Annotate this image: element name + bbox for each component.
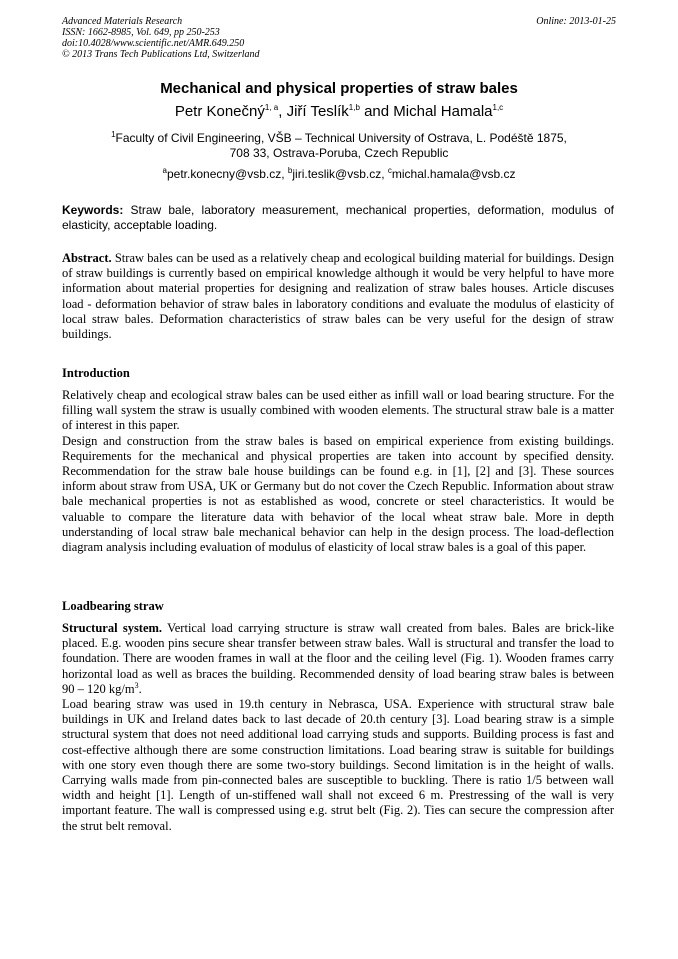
paragraph: Structural system. Vertical load carrying structure is straw wall created from bales. Bales are brick-like placed. E.g. wooden pins secure shear transfer between straw bales. Wall is structural and transfer the load to foundation. There are wooden frames in wall at the floor and the ceiling level (Fig. 1). Wooden frames carry horizontal load as well as braces the building. Recommended density of load bearing straw bales is between 90 – 120 $kg/m^3$. (62, 621, 614, 696)
email-sup: b (287, 166, 293, 175)
author-name: Jiří Teslík (286, 103, 349, 120)
author-separator: , (278, 103, 287, 120)
section-heading-loadbearing: Loadbearing straw (62, 599, 164, 613)
author-affil-sup: 1,b (348, 103, 360, 112)
keywords (62, 203, 614, 233)
journal-name: Advanced Materials Research (62, 16, 183, 27)
abstract (62, 251, 614, 342)
author-affil-sup: 1,c (492, 103, 504, 112)
unit-superscript: 3 (134, 680, 139, 690)
author-list (0, 103, 678, 121)
paragraph: Load bearing straw was used in 19.th century in Nebrasca, USA. Experience with structural straw bale buildings in UK and Ireland dates back to last decade of 20.th century [3]. Load bearing straw is a simple structural system that does not need additional load carrying studs and supports. Building process is fast and cost-effective although there are some construction limitations. Load bearing straw is suitable for buildings with one story even though there are some two-story buildings. Second limitation is in the height of walls. Carrying walls made from pin-connected bales are susceptible to buckling. There is ratio 1/5 between wall width and height [1]. Length of un-stiffened wall shall not exceed 6 m. Prestressing of the wall is very important feature. The wall is compressed using e.g. strut belt (Fig. 2). Ties can secure the compression after the strut belt removal. (62, 697, 614, 833)
subsection-label: Structural system. (62, 621, 163, 635)
paragraph: Relatively cheap and ecological straw bales can be used either as infill wall or load bearing structure. For the filling wall system the straw is usually combined with wooden elements. The structural straw bale is a matter of interest in this paper. (62, 388, 614, 433)
author-affil-sup: 1, a (264, 103, 279, 112)
affiliation-line-1: $^1$Faculty of Civil Engineering, VŠB – Technical University of Ostrava, L. Podéště 1875, (111, 130, 567, 145)
email-link[interactable]: michal.hamala@vsb.cz (391, 167, 516, 181)
abstract-label: Abstract. (62, 251, 112, 265)
paragraph: Design and construction from the straw bales is based on empirical experience from existing buildings. Requirements for the mechanical and physical properties are taken into account by specified density. Recommendation for the straw bale house buildings can be found e.g. in [1], [2] and [3]. These sources inform about straw from USA, UK or Germany but do not cover the Czech Republic. Information about straw bale mechanical properties is not as established as wood, concrete or steel characteristics. It would be valuable to compare the literature data with behavior of the local wheat straw bale. More in depth understanding of local straw bale mechanical behavior can help in the design process. The load-deflection diagram analysis including evaluation of modulus of elasticity of local straw bales is a goal of this paper. (62, 433, 614, 555)
section-heading-introduction: Introduction (62, 366, 130, 380)
email-sup: a (162, 166, 167, 175)
author-separator: and (359, 103, 394, 120)
author-name: Petr Konečný (174, 103, 265, 120)
author-emails (0, 167, 678, 182)
email-sup: c (387, 166, 392, 175)
email-link[interactable]: jiri.teslik@vsb.cz, (292, 167, 388, 181)
email-link[interactable]: petr.konecny@vsb.cz, (167, 167, 288, 181)
journal-header (62, 16, 260, 60)
abstract-text: Straw bales can be used as a relatively cheap and ecological building material for buildings. Design of straw buildings is currently based on empirical knowledge although it would be very helpful to have more information about material properties for designing and realization of straw bales houses. Article discuses load - deformation behavior of straw bales in laboratory conditions and evaluate the modulus of elasticity of local straw bales. Deformation characteristics of straw bales can be very useful for the design of straw buildings. (62, 251, 614, 342)
affiliation-sup: 1 (111, 130, 116, 139)
doi-line: doi:10.4028/www.scientific.net/AMR.649.250 (62, 38, 245, 49)
affiliation (0, 131, 678, 161)
author-name: Michal Hamala (393, 103, 493, 120)
copyright-line: © 2013 Trans Tech Publications Ltd, Switzerland (62, 49, 260, 60)
keywords-text: Straw bale, laboratory measurement, mechanical properties, deformation, modulus of elasticity, acceptable loading. (62, 203, 614, 232)
loadbearing-body (62, 621, 614, 834)
online-date: Online: 2013-01-25 (536, 16, 616, 27)
issn-line: ISSN: 1662-8985, Vol. 649, pp 250-253 (62, 27, 220, 38)
paper-title: Mechanical and physical properties of straw bales (160, 80, 518, 97)
introduction-body (62, 388, 614, 555)
affiliation-line-2: 708 33, Ostrava-Poruba, Czech Republic (229, 146, 449, 160)
keywords-label: Keywords: (62, 203, 124, 217)
